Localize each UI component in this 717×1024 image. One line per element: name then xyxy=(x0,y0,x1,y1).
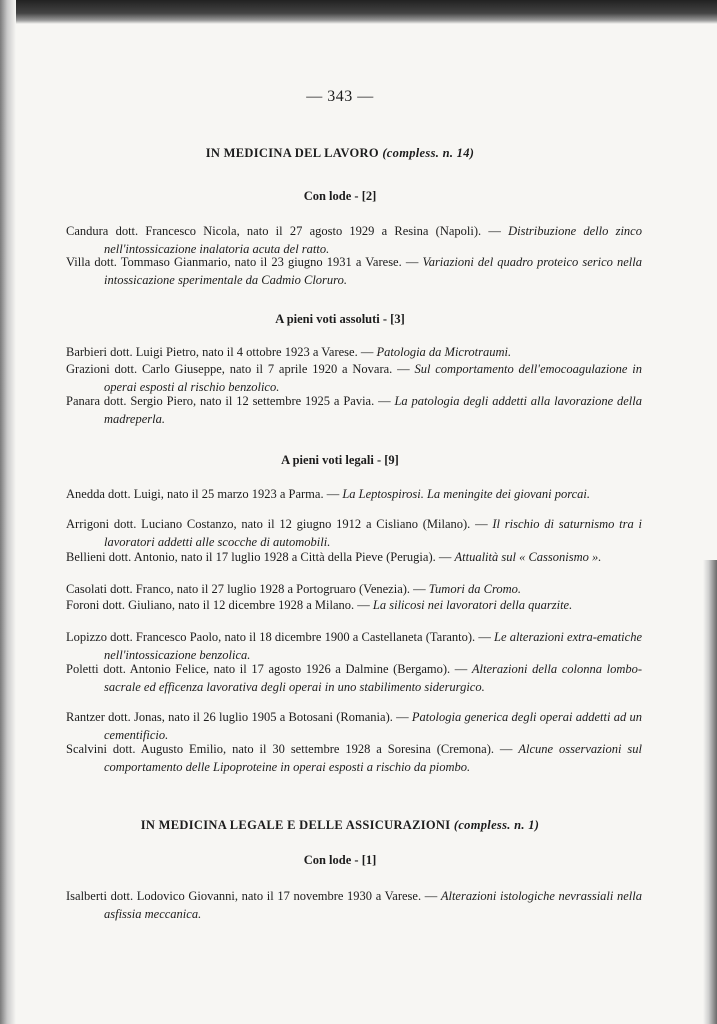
list-item: Isalberti dott. Lodovico Giovanni, nato il 17 novembre 1930 a Varese. — Alterazioni istologiche nevrassiali nella asfissia meccanica. xyxy=(66,889,642,921)
list-item: Foroni dott. Giuliano, nato il 12 dicembre 1928 a Milano. — La silicosi nei lavoratori della quarzite. xyxy=(66,598,573,612)
section-heading xyxy=(0,146,680,161)
section-count: (compless. n. 14) xyxy=(382,146,475,160)
list-item: Rantzer dott. Jonas, nato il 26 luglio 1905 a Botosani (Romania). — Patologia generica degli operai addetti ad un cementificio. xyxy=(66,710,642,742)
list-item: Scalvini dott. Augusto Emilio, nato il 30 settembre 1928 a Soresina (Cremona). — Alcune osservazioni sul comportamento delle Lipoproteine in operai esposti a rischio da piombo. xyxy=(66,742,642,774)
list-item: Poletti dott. Antonio Felice, nato il 17 agosto 1926 a Dalmine (Bergamo). — Alterazioni della colonna lombo-sacrale ed efficenza lavorativa degli operai in uno stabilimento siderurgico. xyxy=(66,662,643,694)
list-item: Panara dott. Sergio Piero, nato il 12 settembre 1925 a Pavia. — La patologia degli addetti alla lavorazione della madreperla. xyxy=(66,394,642,426)
page-number: — 343 — xyxy=(306,88,374,105)
section-count: (compless. n. 1) xyxy=(453,818,540,832)
list-item: Bellieni dott. Antonio, nato il 17 luglio 1928 a Città della Pieve (Perugia). — Attualità sul « Cassonismo ». xyxy=(66,550,602,564)
list-item: Casolati dott. Franco, nato il 27 luglio 1928 a Portogruaro (Venezia). — Tumori da Cromo. xyxy=(66,582,522,596)
list-item: Grazioni dott. Carlo Giuseppe, nato il 7 aprile 1920 a Novara. — Sul comportamento dell'emocoagulazione in operai esposti al rischio benzolico. xyxy=(66,362,642,394)
section-heading xyxy=(0,818,680,833)
list-item: Barbieri dott. Luigi Pietro, nato il 4 ottobre 1923 a Varese. — Patologia da Microtraumi. xyxy=(66,345,512,359)
list-item: Arrigoni dott. Luciano Costanzo, nato il 12 giugno 1912 a Cisliano (Milano). — Il rischio di saturnismo tra i lavoratori addetti alle scocche di automobili. xyxy=(66,517,642,549)
list-item: Candura dott. Francesco Nicola, nato il 27 agosto 1929 a Resina (Napoli). — Distribuzione dello zinco nell'intossicazione inalatoria acuta del ratto. xyxy=(66,224,642,256)
scan-right-shadow xyxy=(703,560,717,1024)
scan-top-shadow xyxy=(0,0,717,24)
group-label: A pieni voti assoluti - [3] xyxy=(275,312,405,326)
group-label: Con lode - [2] xyxy=(303,189,377,203)
list-item: Lopizzo dott. Francesco Paolo, nato il 18 dicembre 1900 a Castellaneta (Taranto). — Le alterazioni extra-ematiche nell'intossicazione benzolica. xyxy=(66,630,642,662)
section-title: IN MEDICINA DEL LAVORO xyxy=(205,146,379,160)
list-item: Anedda dott. Luigi, nato il 25 marzo 1923 a Parma. — La Leptospirosi. La meningite dei giovani porcai. xyxy=(66,487,591,501)
group-label: Con lode - [1] xyxy=(303,853,377,867)
list-item: Villa dott. Tommaso Gianmario, nato il 23 giugno 1931 a Varese. — Variazioni del quadro proteico serico nella intossicazione sperimentale da Cadmio Cloruro. xyxy=(66,255,642,287)
section-title: IN MEDICINA LEGALE E DELLE ASSICURAZIONI xyxy=(140,818,451,832)
group-label: A pieni voti legali - [9] xyxy=(281,453,399,467)
